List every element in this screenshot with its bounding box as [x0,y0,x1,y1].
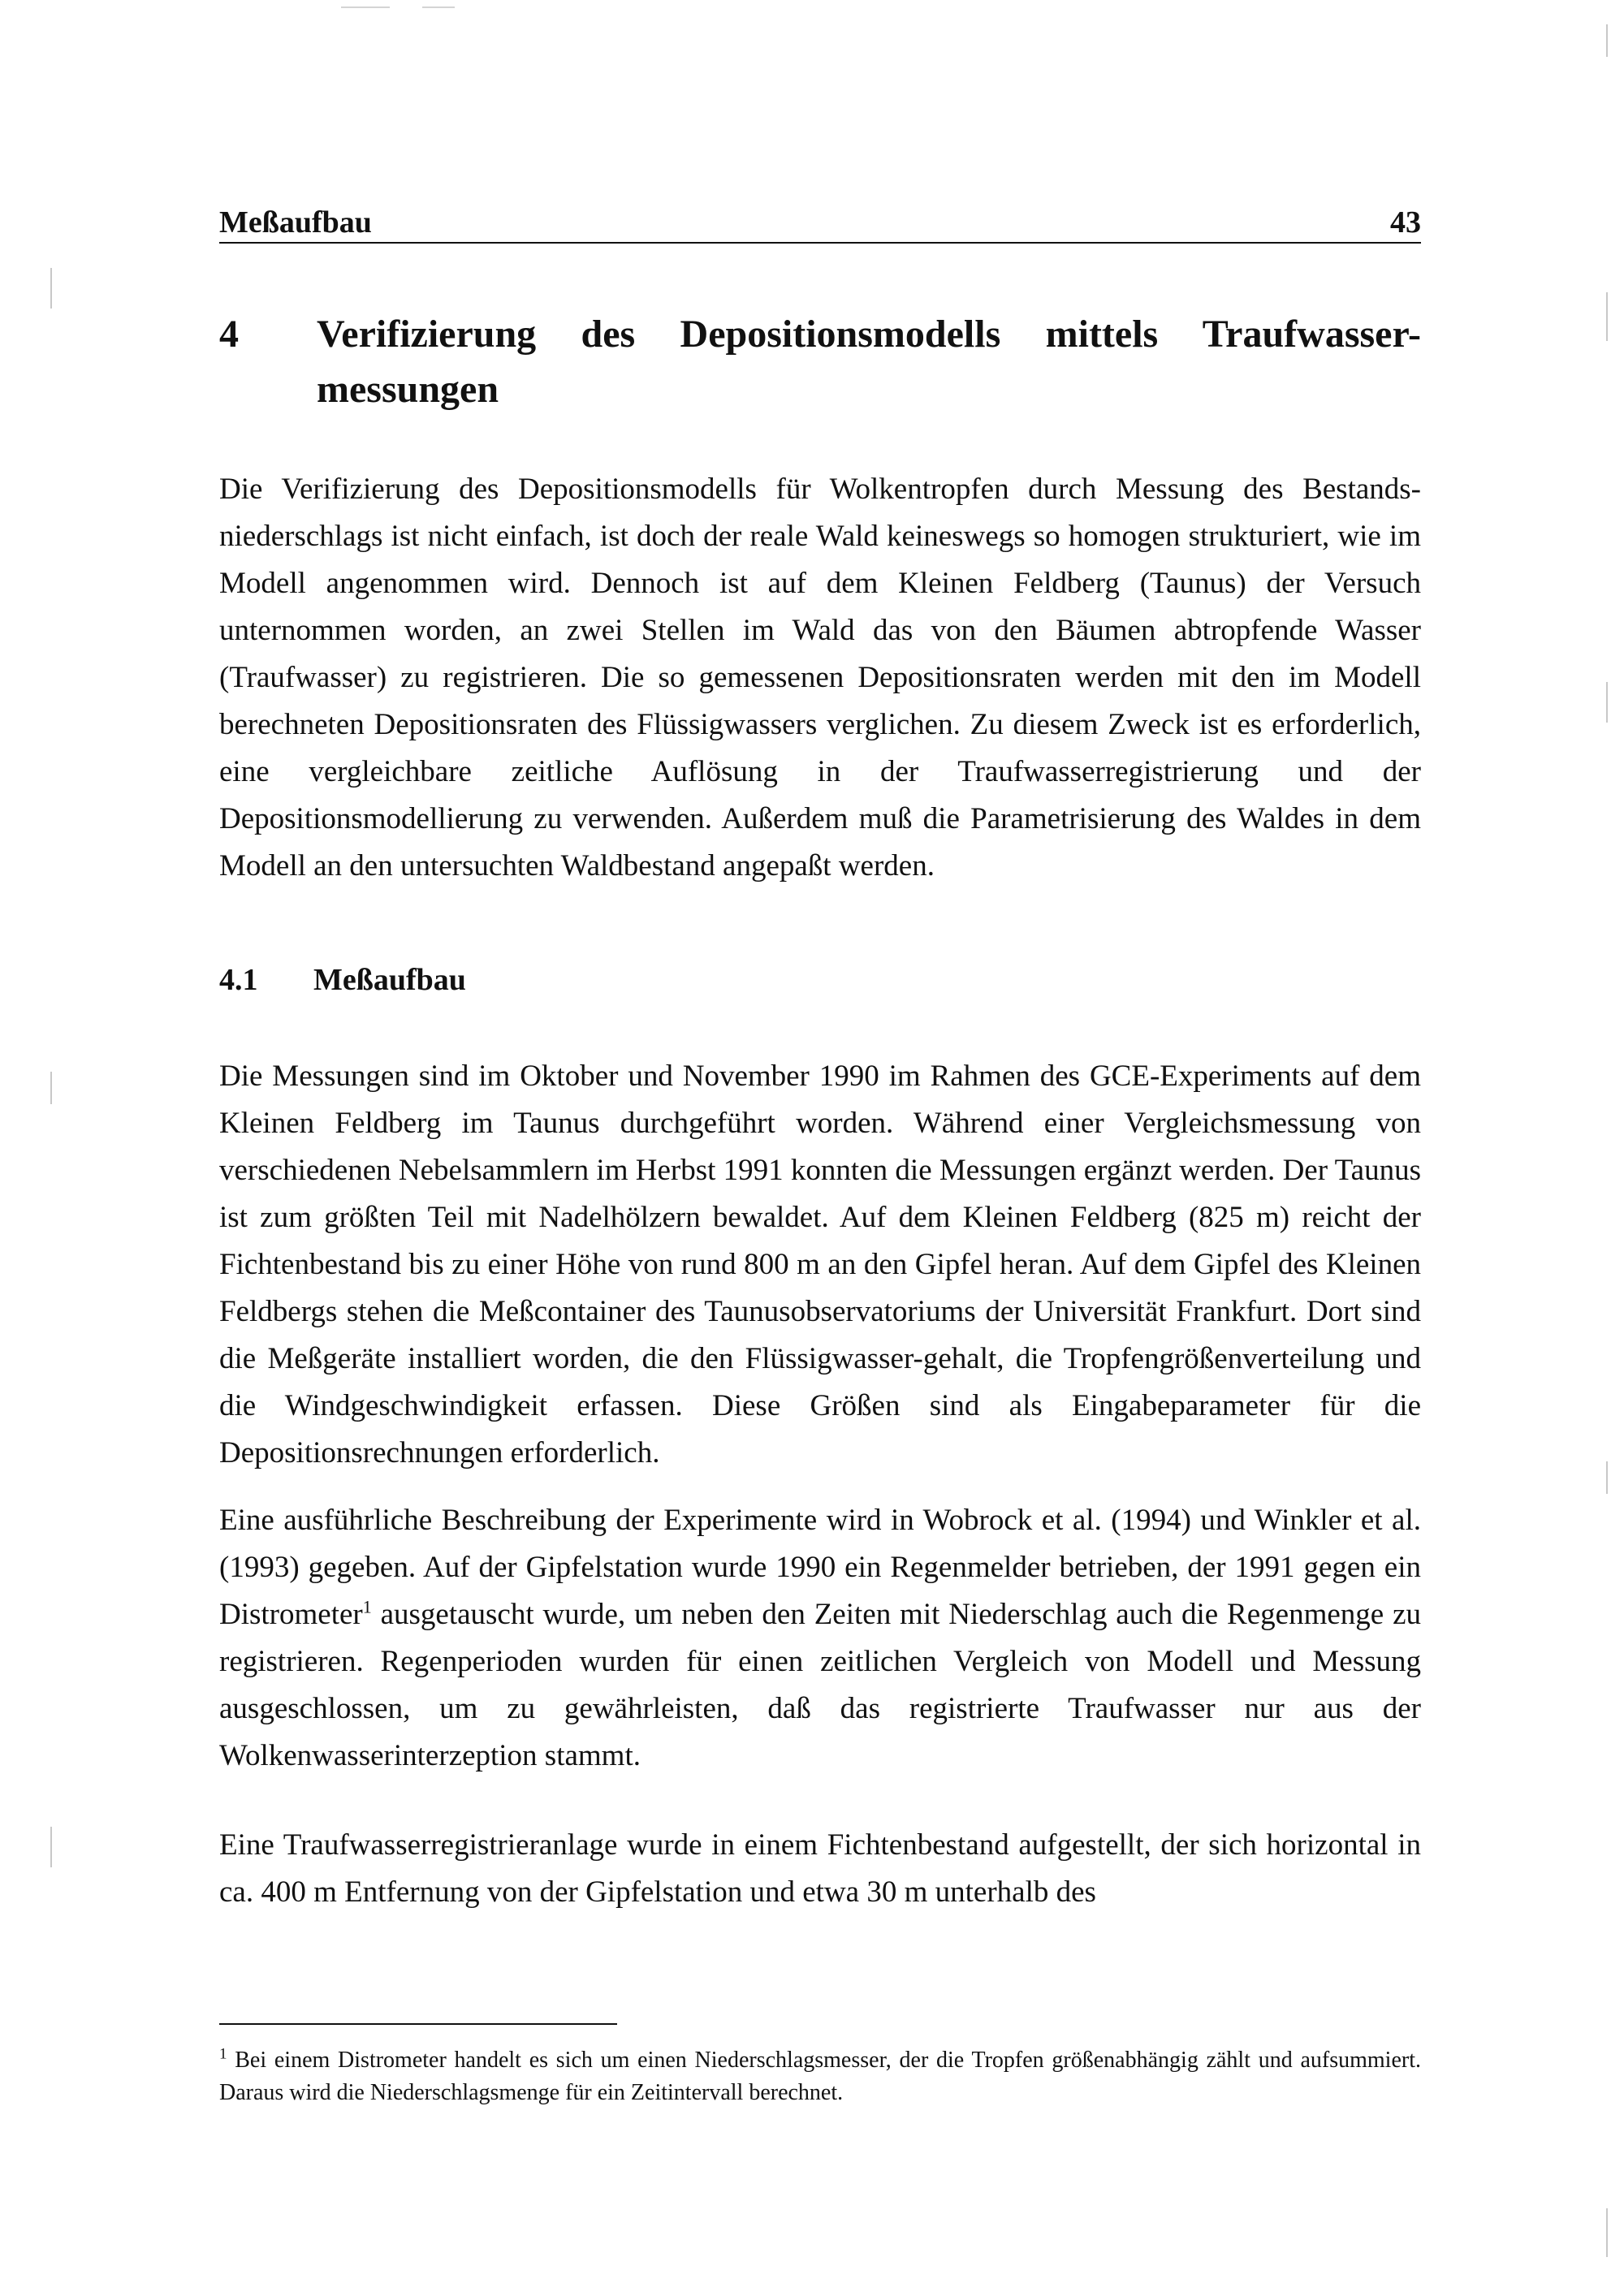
scan-edge-top [341,6,390,8]
scan-edge-left [50,268,52,309]
section-paragraph: Die Messungen sind im Oktober und November 1990 im Rahmen des GCE-Experiments auf dem Kleinen Feldberg im Taunus durchgeführt worden. Während einer Vergleichsmessung von verschiedenen Nebelsammlern im Herbst 1991 konnten die Messungen ergänzt werden. Der Taunus ist zum größten Teil mit Nadelhölzern bewaldet. Auf dem Kleinen Feldberg (825 m) reicht der Fichtenbestand bis zu einer Höhe von rund 800 m an den Gipfel heran. Auf dem Gipfel des Kleinen Feldbergs stehen die Meßcontainer des Taunusobservatoriums der Universität Frankfurt. Dort sind die Meßgeräte installiert worden, die den Flüssigwasser-gehalt, die Tropfengrößenverteilung und die Windgeschwindigkeit erfassen. Diese Größen sind als Eingabeparameter für die Depositionsrechnungen erforderlich. [219,1060,1421,1470]
section-number: 4.1 [219,963,258,997]
running-header-title: Meßaufbau [219,205,372,240]
running-header [219,201,1421,244]
footnote-text: Bei einem Distrometer handelt es sich um einen Niederschlagsmesser, der die Tropfen größenabhängig zählt und aufsummiert. Daraus wird die Niederschlagsmenge für ein Zeitintervall berechnet. [219,2048,1421,2105]
footnote-marker: 1 [219,2045,227,2063]
footnote-reference: 1 [362,1596,372,1617]
scan-edge-right [1606,292,1608,341]
paragraph-text: Eine ausführliche Beschreibung der Experimente wird in Wobrock et al. (1994) und Winkler et al. (1993) gegeben. Auf der Gipfelstation wurde 1990 ein Regenmelder betrieben, der 1991 gegen ein Distrometer [219,1504,1421,1631]
scan-edge-right [1606,24,1608,57]
footnote [219,2044,1421,2109]
scan-edge-right [1606,2208,1608,2257]
scan-edge-right [1606,682,1608,723]
paragraph-text: ausgetauscht wurde, um neben den Zeiten mit Niederschlag auch die Regenmenge zu registrieren. Regenperioden wurden für einen zeitlichen Vergleich von Modell und Messung ausgeschlossen, um zu gewährleisten, daß das registrierte Traufwasser nur aus der Wolkenwasserinterzeption stammt. [219,1598,1421,1772]
scan-edge-top [422,6,455,8]
page-number: 43 [1390,205,1421,240]
chapter-number: 4 [219,313,239,356]
footnote-separator [219,2023,617,2025]
section-title: Meßaufbau [313,963,466,997]
scan-edge-right [1606,1461,1608,1494]
scan-edge-left [50,1072,52,1104]
intro-paragraph: Die Verifizierung des Depositionsmodells für Wolkentropfen durch Messung des Bestands-niederschlags ist nicht einfach, ist doch der reale Wald keineswegs so homogen strukturiert, wie im Modell angenommen wird. Dennoch ist auf dem Kleinen Feldberg (Taunus) der Versuch unternommen worden, an zwei Stellen im Wald das von den Bäumen abtropfende Wasser (Traufwasser) zu registrieren. Die so gemessenen Depositionsraten werden mit den im Modell berechneten Depositionsraten des Flüssigwassers verglichen. Zu diesem Zweck ist es erforderlich, eine vergleichbare zeitliche Auflösung in der Traufwasserregistrierung und der Depositionsmodellierung zu verwenden. Außerdem muß die Parametrisierung des Waldes in dem Modell an den untersuchten Waldbestand angepaßt werden. [219,473,1421,883]
section-paragraph-with-footnote-ref [219,1497,1421,1780]
chapter-title: Verifizierung des Depositionsmodells mittels Traufwasser-messungen [317,313,1421,411]
scan-edge-left [50,1827,52,1867]
section-paragraph: Eine Traufwasserregistrieranlage wurde in einem Fichtenbestand aufgestellt, der sich horizontal in ca. 400 m Entfernung von der Gipfelstation und etwa 30 m unterhalb des [219,1828,1421,1909]
